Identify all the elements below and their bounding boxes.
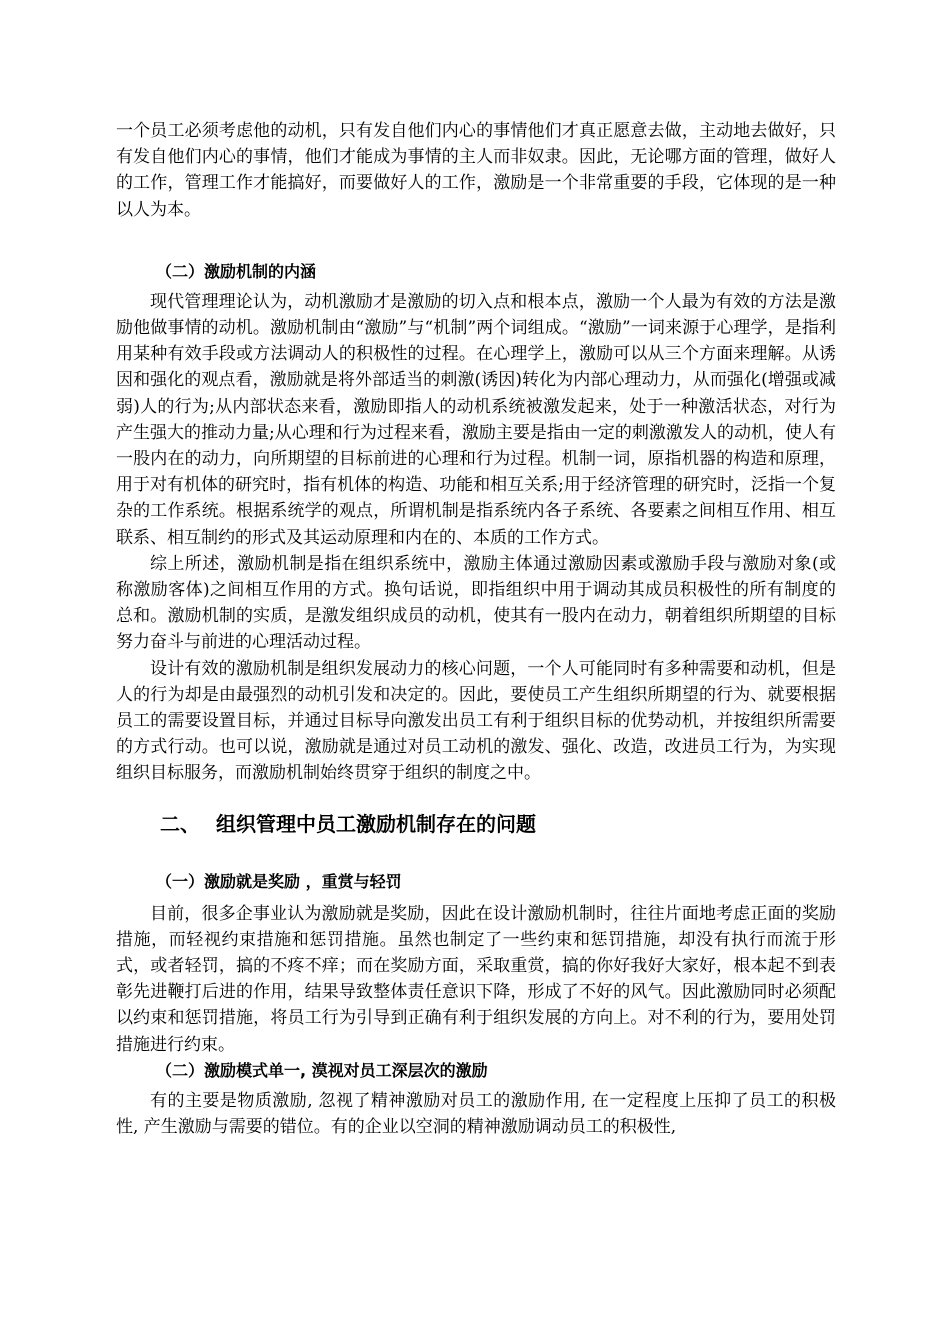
body-paragraph: 设计有效的激励机制是组织发展动力的核心问题，一个人可能同时有多种需要和动机，但是人的行为却是由最强烈的动机引发和决定的。因此，要使员工产生组织所期望的行为、就要根据员工的需要设置目标，并通过目标导向激发出员工有利于组织目标的优势动机，并按组织所需要的方式行动。也可以说，激励就是通过对员工动机的激发、强化、改造，改进员工行为，为实现组织目标服务，而激励机制始终贯穿于组织的制度之中。	[116, 658, 836, 784]
subsection-heading-reward: （一）激励就是奖励 ，重赏与轻罚	[156, 871, 402, 891]
subsection-heading-single-mode: （二）激励模式单一, 漠视对员工深层次的激励	[156, 1060, 488, 1080]
chapter-heading	[116, 809, 836, 839]
chapter-number: 二、	[160, 811, 200, 836]
body-paragraph: 目前，很多企事业认为激励就是奖励，因此在设计激励机制时，往往片面地考虑正面的奖励措施，而轻视约束措施和惩罚措施。虽然也制定了一些约束和惩罚措施，却没有执行而流于形式，或者轻罚，搞的不疼不痒；而在奖励方面，采取重赏，搞的你好我好大家好，根本起不到表彰先进鞭打后进的作用，结果导致整体责任意识下降，形成了不好的风气。因此激励同时必须配以约束和惩罚措施，将员工行为引导到正确有利于组织发展的方向上。对不利的行为，要用处罚措施进行约束。	[116, 903, 836, 1055]
body-paragraph: 现代管理理论认为，动机激励才是激励的切入点和根本点，激励一个人最为有效的方法是激励他做事情的动机。激励机制由“激励”与“机制”两个词组成。“激励”一词来源于心理学，是指利用某种有效手段或方法调动人的积极性的过程。在心理学上，激励可以从三个方面来理解。从诱因和强化的观点看，激励就是将外部适当的刺激(诱因)转化为内部心理动力，从而强化(增强或减弱)人的行为;从内部状态来看，激励即指人的动机系统被激发起来，处于一种激活状态，对行为产生强大的推动力量;从心理和行为过程来看，激励主要是指由一定的刺激激发人的动机，使人有一股内在的动力，向所期望的目标前进的心理和行为过程。机制一词，原指机器的构造和原理，用于对有机体的研究时，指有机体的构造、功能和相互关系;用于经济管理的研究时，泛指一个复杂的工作系统。根据系统学的观点，所谓机制是指系统内各子系统、各要素之间相互作用、相互联系、相互制约的形式及其运动原理和内在的、本质的工作方式。	[116, 291, 836, 548]
intro-paragraph: 一个员工必须考虑他的动机，只有发自他们内心的事情他们才真正愿意去做，主动地去做好，只有发自他们内心的事情，他们才能成为事情的主人而非奴隶。因此，无论哪方面的管理，做好人的工作，管理工作才能搞好，而要做好人的工作，激励是一个非常重要的手段，它体现的是一种以人为本。	[116, 121, 836, 220]
chapter-title: 组织管理中员工激励机制存在的问题	[216, 811, 536, 836]
document-page	[116, 118, 836, 1140]
body-paragraph: 综上所述，激励机制是指在组织系统中，激励主体通过激励因素或激励手段与激励对象(或称激励客体)之间相互作用的方式。换句话说，即指组织中用于调动其成员积极性的所有制度的总和。激励机制的实质，是激发组织成员的动机，使其有一股内在动力，朝着组织所期望的目标努力奋斗与前进的心理活动过程。	[116, 553, 836, 653]
spacer	[116, 223, 836, 259]
spacer	[116, 839, 836, 869]
spacer	[116, 787, 836, 809]
body-paragraph: 有的主要是物质激励, 忽视了精神激励对员工的激励作用, 在一定程度上压抑了员工的积极性, 产生激励与需要的错位。有的企业以空洞的精神激励调动员工的积极性,	[116, 1090, 836, 1138]
section-heading-motivation-mechanism: （二）激励机制的内涵	[156, 261, 317, 281]
